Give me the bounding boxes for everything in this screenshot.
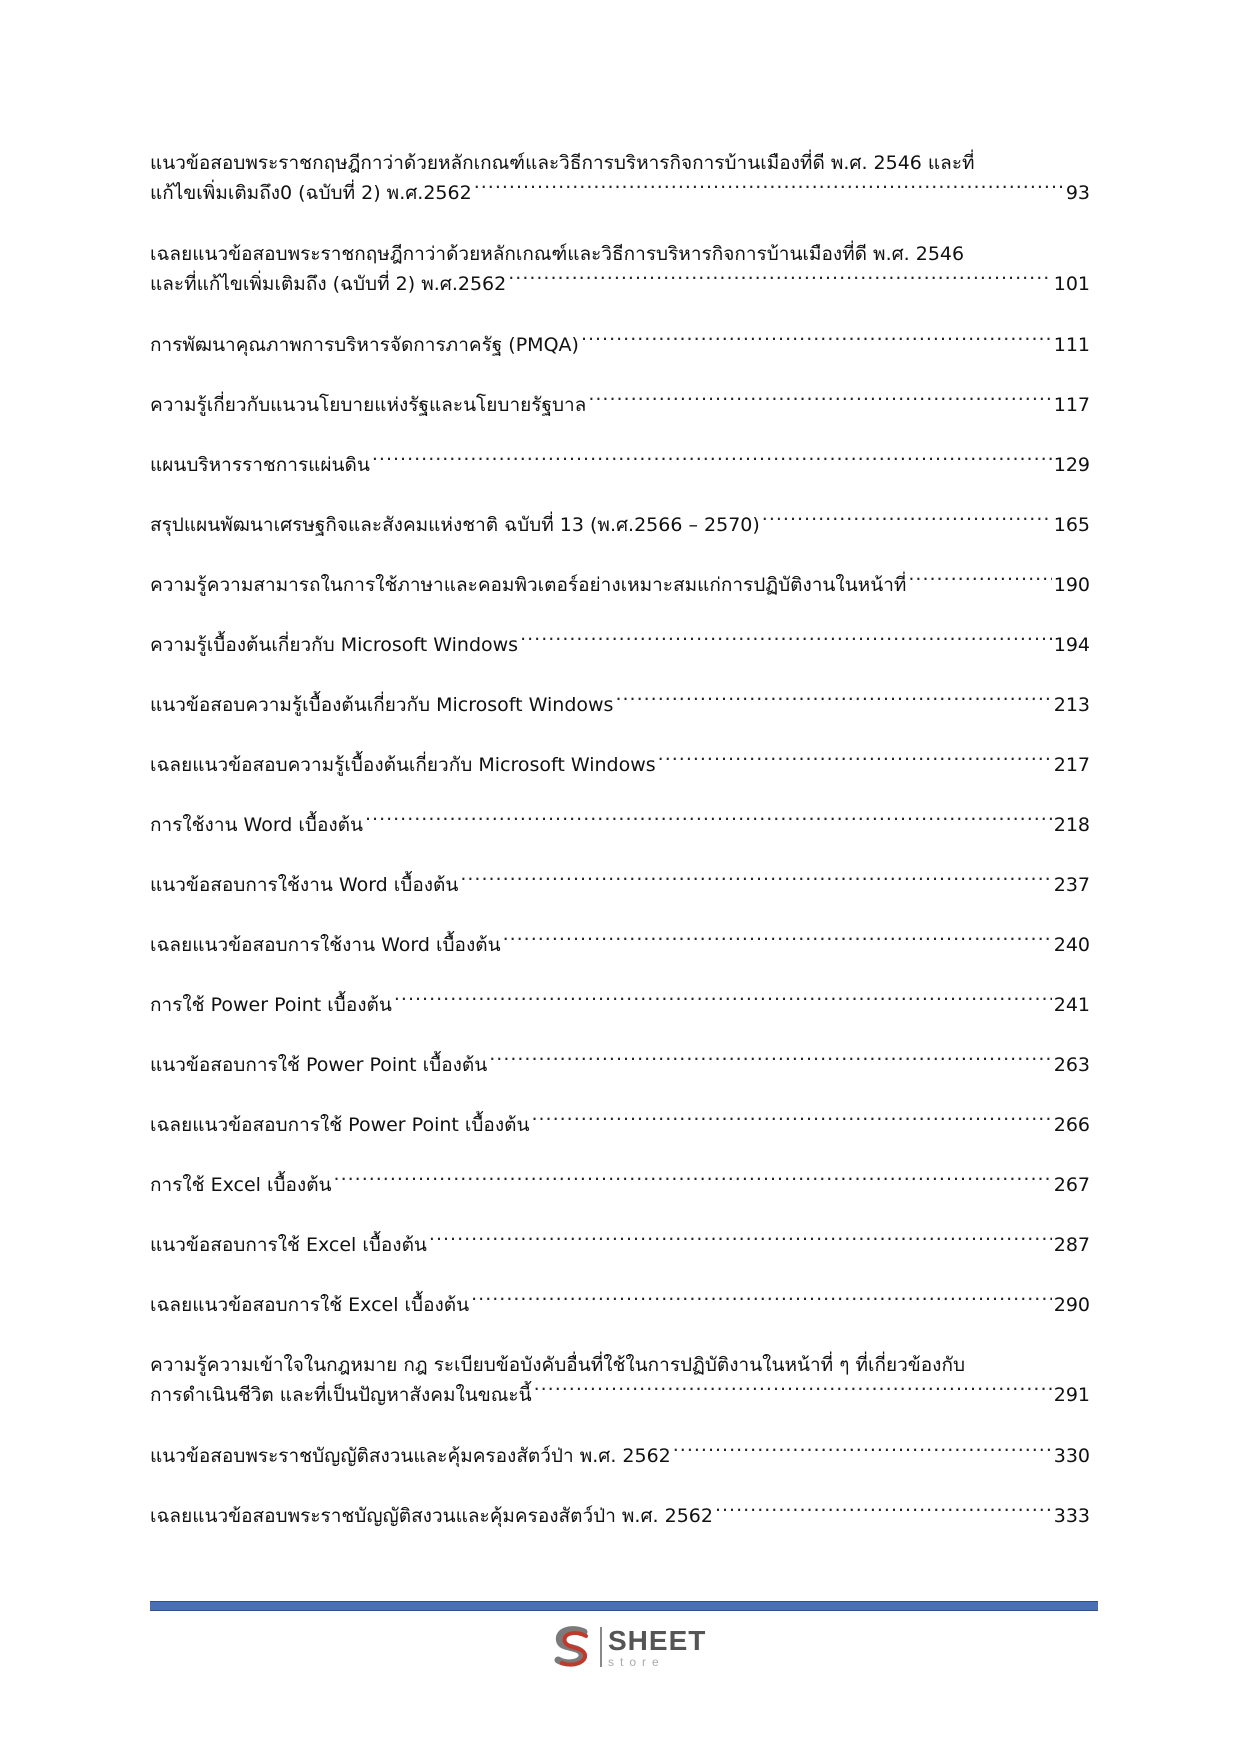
- logo-subword: store: [608, 1654, 665, 1669]
- toc-entry-page: 333: [1053, 1505, 1090, 1527]
- table-of-contents: [150, 148, 1090, 1561]
- toc-entry-title: แนวข้อสอบการใช้ Power Point เบื้องต้น: [150, 1054, 488, 1076]
- dot-leader: [715, 1502, 1052, 1522]
- toc-entry[interactable]: [150, 1501, 1090, 1531]
- toc-entry-page: 111: [1053, 334, 1090, 356]
- toc-entry-title: การใช้ Power Point เบื้องต้น: [150, 994, 392, 1016]
- toc-entry-title: เฉลยแนวข้อสอบความรู้เบื้องต้นเกี่ยวกับ Microsoft Windows: [150, 754, 656, 776]
- dot-leader: [394, 991, 1052, 1011]
- toc-entry[interactable]: [150, 450, 1090, 480]
- dot-leader: [615, 691, 1051, 711]
- toc-entry[interactable]: [150, 810, 1090, 840]
- toc-entry[interactable]: [150, 1290, 1090, 1320]
- toc-entry-title: เฉลยแนวข้อสอบการใช้ Excel เบื้องต้น: [150, 1294, 470, 1316]
- sheet-store-logo: [550, 1621, 710, 1673]
- dot-leader: [503, 931, 1052, 951]
- toc-entry-page: 291: [1053, 1384, 1090, 1406]
- toc-entry-page: 213: [1053, 694, 1090, 716]
- dot-leader: [762, 511, 1052, 531]
- logo-text: [608, 1624, 707, 1669]
- logo-word: SHEET: [608, 1624, 707, 1656]
- toc-entry[interactable]: [150, 1441, 1090, 1471]
- toc-entry-title-line1: เฉลยแนวข้อสอบพระราชกฤษฎีกาว่าด้วยหลักเกณฑ์และวิธีการบริหารกิจการบ้านเมืองที่ดี พ.ศ. 2546: [150, 243, 965, 265]
- dot-leader: [908, 571, 1051, 591]
- toc-entry[interactable]: [150, 239, 1090, 299]
- dot-leader: [534, 1381, 1052, 1401]
- toc-entry-title: แผนบริหารราชการแผ่นดิน: [150, 454, 370, 476]
- dot-leader: [334, 1171, 1052, 1191]
- dot-leader: [489, 1051, 1052, 1071]
- dot-leader: [588, 391, 1051, 411]
- toc-entry-title: แนวข้อสอบการใช้งาน Word เบื้องต้น: [150, 874, 459, 896]
- toc-entry-page: 241: [1053, 994, 1090, 1016]
- toc-entry-title-line1: แนวข้อสอบพระราชกฤษฎีกาว่าด้วยหลักเกณฑ์และวิธีการบริหารกิจการบ้านเมืองที่ดี พ.ศ. 2546 และที่: [150, 152, 975, 174]
- toc-entry-title: แนวข้อสอบความรู้เบื้องต้นเกี่ยวกับ Microsoft Windows: [150, 694, 614, 716]
- toc-entry-title: สรุปแผนพัฒนาเศรษฐกิจและสังคมแห่งชาติ ฉบับที่ 13 (พ.ศ.2566 – 2570): [150, 514, 760, 536]
- toc-entry-title: แนวข้อสอบการใช้ Excel เบื้องต้น: [150, 1234, 427, 1256]
- toc-entry-title: การพัฒนาคุณภาพการบริหารจัดการภาครัฐ (PMQA): [150, 334, 579, 356]
- toc-entry[interactable]: [150, 930, 1090, 960]
- dot-leader: [460, 871, 1051, 891]
- sheet-store-s-logo-icon: [550, 1624, 596, 1670]
- dot-leader: [471, 1291, 1052, 1311]
- toc-entry-page: 237: [1053, 874, 1090, 896]
- toc-entry-page: 117: [1053, 394, 1090, 416]
- toc-entry-page: 266: [1053, 1114, 1090, 1136]
- toc-entry[interactable]: [150, 1230, 1090, 1260]
- toc-entry-page: 267: [1053, 1174, 1090, 1196]
- toc-entry-title: แก้ไขเพิ่มเติมถึง0 (ฉบับที่ 2) พ.ศ.2562: [150, 182, 472, 204]
- toc-entry[interactable]: [150, 1050, 1090, 1080]
- toc-entry-title: แนวข้อสอบพระราชบัญญัติสงวนและคุ้มครองสัตว์ป่า พ.ศ. 2562: [150, 1445, 671, 1467]
- toc-entry-page: 217: [1053, 754, 1090, 776]
- toc-entry-page: 290: [1053, 1294, 1090, 1316]
- toc-entry-title: และที่แก้ไขเพิ่มเติมถึง (ฉบับที่ 2) พ.ศ.2562: [150, 273, 507, 295]
- toc-entry-title: การใช้งาน Word เบื้องต้น: [150, 814, 363, 836]
- dot-leader: [531, 1111, 1051, 1131]
- toc-entry-page: 129: [1053, 454, 1090, 476]
- toc-entry-title: เฉลยแนวข้อสอบการใช้งาน Word เบื้องต้น: [150, 934, 501, 956]
- toc-entry-page: 263: [1053, 1054, 1090, 1076]
- toc-entry[interactable]: [150, 870, 1090, 900]
- toc-entry-page: 190: [1053, 574, 1090, 596]
- toc-entry-page: 93: [1065, 182, 1090, 204]
- toc-entry-page: 165: [1053, 514, 1090, 536]
- toc-entry-page: 218: [1053, 814, 1090, 836]
- dot-leader: [581, 331, 1052, 351]
- toc-entry-page: 330: [1053, 1445, 1090, 1467]
- dot-leader: [474, 179, 1064, 199]
- toc-entry[interactable]: [150, 570, 1090, 600]
- toc-entry-page: 287: [1053, 1234, 1090, 1256]
- toc-entry-title-line1: ความรู้ความเข้าใจในกฎหมาย กฎ ระเบียบข้อบังคับอื่นที่ใช้ในการปฏิบัติงานในหน้าที่ ๆ ที่เกี่ยวข้องกับ: [150, 1354, 966, 1376]
- toc-entry[interactable]: [150, 1110, 1090, 1140]
- dot-leader: [508, 270, 1052, 290]
- logo-divider: [600, 1627, 602, 1667]
- toc-entry[interactable]: [150, 750, 1090, 780]
- toc-entry-title: เฉลยแนวข้อสอบพระราชบัญญัติสงวนและคุ้มครองสัตว์ป่า พ.ศ. 2562: [150, 1505, 713, 1527]
- dot-leader: [673, 1442, 1052, 1462]
- toc-entry-title: การดำเนินชีวิต และที่เป็นปัญหาสังคมในขณะนี้: [150, 1384, 532, 1406]
- toc-entry[interactable]: [150, 1170, 1090, 1200]
- dot-leader: [520, 631, 1052, 651]
- dot-leader: [365, 811, 1052, 831]
- toc-entry-page: 194: [1053, 634, 1090, 656]
- toc-entry-page: 240: [1053, 934, 1090, 956]
- dot-leader: [372, 451, 1052, 471]
- toc-entry-title: การใช้ Excel เบื้องต้น: [150, 1174, 332, 1196]
- toc-entry[interactable]: [150, 630, 1090, 660]
- footer-rule: [150, 1601, 1098, 1611]
- toc-entry[interactable]: [150, 390, 1090, 420]
- toc-entry-page: 101: [1053, 273, 1090, 295]
- toc-entry-title: ความรู้ความสามารถในการใช้ภาษาและคอมพิวเตอร์อย่างเหมาะสมแก่การปฏิบัติงานในหน้าที่: [150, 574, 907, 596]
- toc-entry-title: ความรู้เกี่ยวกับแนวนโยบายแห่งรัฐและนโยบายรัฐบาล: [150, 394, 587, 416]
- toc-entry-title: ความรู้เบื้องต้นเกี่ยวกับ Microsoft Windows: [150, 634, 519, 656]
- toc-entry[interactable]: [150, 330, 1090, 360]
- toc-entry[interactable]: [150, 990, 1090, 1020]
- toc-entry[interactable]: [150, 510, 1090, 540]
- toc-entry[interactable]: [150, 148, 1090, 208]
- dot-leader: [429, 1231, 1052, 1251]
- toc-entry[interactable]: [150, 1350, 1090, 1410]
- toc-entry[interactable]: [150, 690, 1090, 720]
- dot-leader: [658, 751, 1052, 771]
- toc-entry-title: เฉลยแนวข้อสอบการใช้ Power Point เบื้องต้น: [150, 1114, 530, 1136]
